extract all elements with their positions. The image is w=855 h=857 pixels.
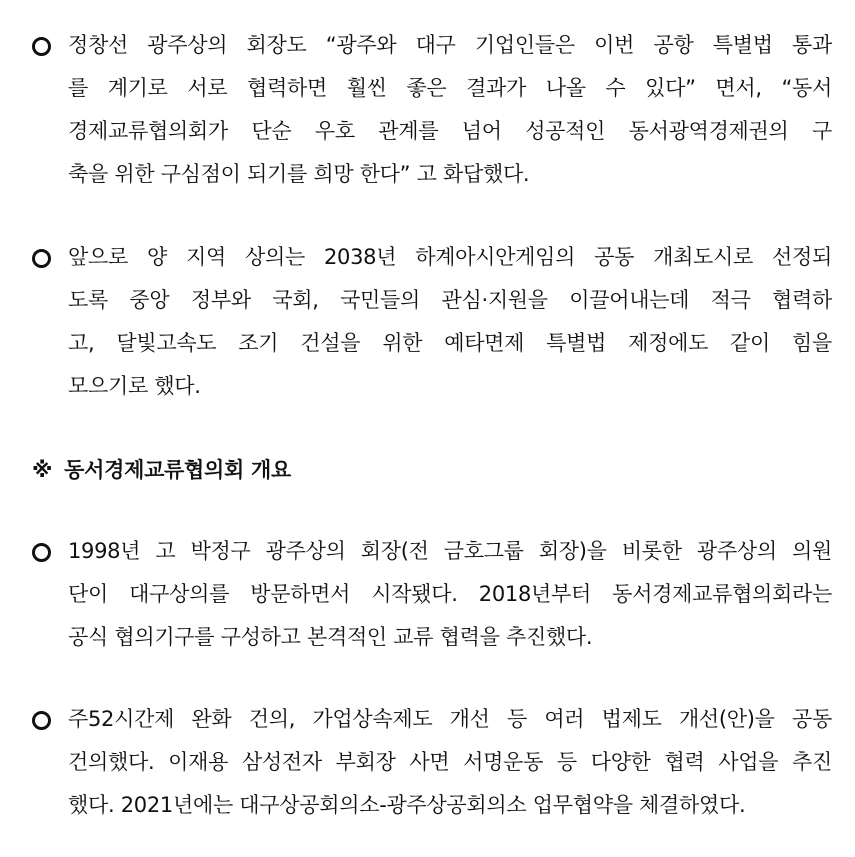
line-text: 단이 대구상의를 방문하면서 시작됐다. 2018년부터 동서경제교류협의회라는 <box>68 582 832 606</box>
line-text: 경제교류협의회가 단순 우호 관계를 넘어 성공적인 동서광역경제권의 구 <box>68 119 832 143</box>
paragraph-line <box>32 530 832 573</box>
line-text: 건의했다. 이재용 삼성전자 부회장 사면 서명운동 등 다양한 협력 사업을 추진 <box>68 750 832 774</box>
paragraph-line <box>32 110 832 153</box>
line-text: 앞으로 양 지역 상의는 2038년 하계아시안게임의 공동 개최도시로 선정되 <box>68 245 832 269</box>
line-text: 모으기로 했다. <box>68 374 201 398</box>
paragraph-line <box>32 153 832 196</box>
hollow-circle-bullet-icon <box>32 249 51 268</box>
paragraph-line <box>32 236 832 279</box>
paragraph-line <box>32 67 832 110</box>
line-text: 를 계기로 서로 협력하면 훨씬 좋은 결과가 나올 수 있다” 면서, “동서 <box>68 76 832 100</box>
paragraph-4 <box>32 698 832 827</box>
paragraph-line <box>32 279 832 322</box>
paragraph-line <box>32 698 832 741</box>
paragraph-line <box>32 322 832 365</box>
line-text: 고, 달빛고속도 조기 건설을 위한 예타면제 특별법 제정에도 같이 힘을 <box>68 331 832 355</box>
paragraph-line <box>32 24 832 67</box>
paragraph-3 <box>32 530 832 659</box>
paragraph-line <box>32 784 832 827</box>
paragraph-line <box>32 365 832 408</box>
paragraph-line <box>32 616 832 659</box>
line-text: 했다. 2021년에는 대구상공회의소-광주상공회의소 업무협약을 체결하였다. <box>68 793 746 817</box>
paragraph-2 <box>32 236 832 408</box>
line-text: 공식 협의기구를 구성하고 본격적인 교류 협력을 추진했다. <box>68 625 593 649</box>
hollow-circle-bullet-icon <box>32 711 51 730</box>
hollow-circle-bullet-icon <box>32 37 51 56</box>
reference-mark-icon: ※ <box>32 458 53 482</box>
line-text: 1998년 고 박정구 광주상의 회장(전 금호그룹 회장)을 비롯한 광주상의 의원 <box>68 539 832 563</box>
section-heading-text: 동서경제교류협의회 개요 <box>64 458 291 482</box>
line-text: 축을 위한 구심점이 되기를 희망 한다” 고 화답했다. <box>68 162 530 186</box>
paragraph-1 <box>32 24 832 196</box>
line-text: 주52시간제 완화 건의, 가업상속제도 개선 등 여러 법제도 개선(안)을 공동 <box>68 707 832 731</box>
section-heading <box>32 448 291 492</box>
line-text: 도록 중앙 정부와 국회, 국민들의 관심·지원을 이끌어내는데 적극 협력하 <box>68 288 832 312</box>
hollow-circle-bullet-icon <box>32 543 51 562</box>
paragraph-line <box>32 741 832 784</box>
line-text: 정창선 광주상의 회장도 “광주와 대구 기업인들은 이번 공항 특별법 통과 <box>68 33 832 57</box>
paragraph-line <box>32 573 832 616</box>
